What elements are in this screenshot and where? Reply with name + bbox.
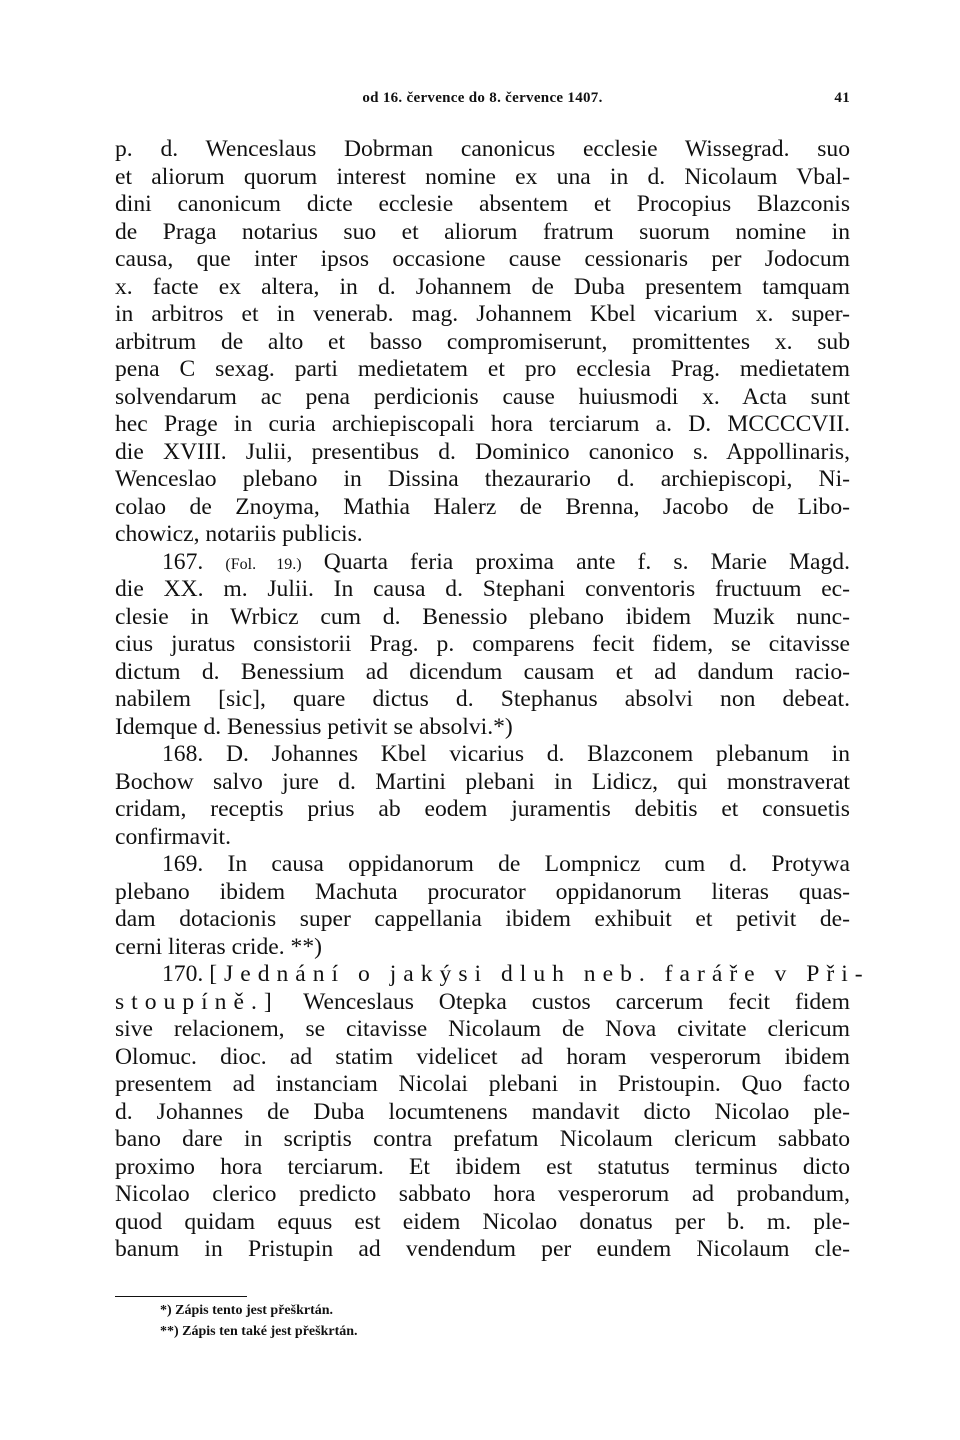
entry-167-heading	[115, 549, 850, 577]
text-line: de Praga notarius suo et aliorum fratrum suorum nomine in	[115, 218, 850, 245]
text-line: hec Prage in curia archiepiscopali hora terciarum a. D. MCCCCVII.	[115, 411, 850, 437]
text-line: solvendarum ac pena perdicionis cause huiusmodi x. Acta sunt	[115, 383, 850, 410]
text-line: dam dotacionis super cappellania ibidem exhibuit et petivit de-	[115, 906, 850, 932]
text-line: in arbitros et in venerab. mag. Johannem Kbel vicarium x. super-	[115, 301, 850, 327]
text-line: d. Johannes de Duba locumtenens mandavit dicto Nicolao ple-	[115, 1098, 850, 1125]
text-line: cius juratus consistorii Prag. p. comparens fecit fidem, se citavisse	[115, 631, 850, 657]
text-line: die XVIII. Julii, presentibus d. Dominico canonico s. Appollinaris,	[115, 438, 850, 465]
text-line: Wenceslao plebano in Dissina thezaurario d. archiepiscopi, Ni-	[115, 466, 850, 492]
text-line: p. d. Wenceslaus Dobrman canonicus ecclesie Wissegrad. suo	[115, 136, 850, 162]
text-line: banum in Pristupin ad vendendum per eundem Nicolaum cle-	[115, 1236, 850, 1262]
text-line: nabilem [sic], quare dictus d. Stephanus absolvi non debeat.	[115, 686, 850, 712]
text-line: dictum d. Benessium ad dicendum causam et ad dandum racio-	[115, 658, 850, 685]
text-line: causa, que inter ipsos occasione cause cessionaris per Jodocum	[115, 246, 850, 272]
text-line: x. facte ex altera, in d. Johannem de Duba presentem tamquam	[115, 273, 850, 300]
text-line: confirmavit.	[115, 823, 231, 850]
text-line: die XX. m. Julii. In causa d. Stephani conventoris fructuum ec-	[115, 576, 850, 602]
text-line: Idemque d. Benessius petivit se absolvi.*)	[115, 713, 513, 740]
editorial-summary-end: stoupíně.]	[115, 988, 279, 1015]
text-line: pena C sexag. parti medietatem et pro ecclesia Prag. medietatem	[115, 356, 850, 382]
text-line: et aliorum quorum interest nomine ex una in d. Nicolaum Vbal-	[115, 163, 850, 190]
footnote: *) Zápis tento jest přeškrtán.	[160, 1303, 334, 1318]
body-text	[115, 136, 870, 1264]
text-line: Bochow salvo jure d. Martini plebani in Lidicz, qui monstraverat	[115, 768, 850, 795]
text-line: cerni literas cride. **)	[115, 933, 322, 960]
text-segment: Wenceslaus Otepka custos carcerum fecit fidem	[278, 988, 850, 1015]
entry-number: 167.	[162, 548, 226, 575]
text-line	[115, 989, 850, 1017]
entry-number: 170.	[162, 961, 210, 987]
text-line: proximo hora terciarum. Et ibidem est statutus terminus dicto	[115, 1153, 850, 1180]
text-line: bano dare in scriptis contra prefatum Nicolaum clericum sabbato	[115, 1126, 850, 1152]
text-line: cridam, receptis prius ab eodem juramentis debitis et consuetis	[115, 796, 850, 822]
text-line: Nicolao clerico predicto sabbato hora vesperorum ad probandum,	[115, 1181, 850, 1207]
text-line: clesie in Wrbicz cum d. Benessio plebano ibidem Muzik nunc-	[115, 603, 850, 630]
entry-169-heading: 169. In causa oppidanorum de Lompnicz cum d. Protywa	[162, 851, 850, 877]
entry-170-heading	[115, 961, 870, 989]
text-line: colao de Znoyma, Mathia Halerz de Brenna, Jacobo de Libo-	[115, 493, 850, 520]
text-line: arbitrum de alto et basso compromiserunt, promittentes x. sub	[115, 328, 850, 355]
text-line: Olomuc. dioc. ad statim videlicet ad horam vesperorum ibidem	[115, 1043, 850, 1070]
text-line: dini canonicum dicte ecclesie absentem et Procopius Blazconis	[115, 191, 850, 217]
footnote: **) Zápis ten také jest přeškrtán.	[160, 1324, 358, 1339]
text-segment: Quarta feria proxima ante f. s. Marie Magd.	[301, 548, 850, 575]
text-line: plebano ibidem Machuta procurator oppidanorum literas quas-	[115, 878, 850, 905]
text-line: sive relacionem, se citavisse Nicolaum de Nova civitate clericum	[115, 1016, 850, 1042]
editorial-summary: [Jednání o jakýsi dluh neb. faráře v Při-	[209, 961, 870, 987]
folio-reference: (Fol. 19.)	[225, 555, 302, 573]
running-title: od 16. července do 8. července 1407.	[362, 90, 603, 106]
text-line: chowicz, notariis publicis.	[115, 521, 363, 547]
text-line: quod quidam equus est eidem Nicolao donatus per b. m. ple-	[115, 1208, 850, 1235]
page-header	[115, 90, 850, 114]
text-line: presentem ad instanciam Nicolai plebani in Pristoupin. Quo facto	[115, 1071, 850, 1097]
entry-168-heading: 168. D. Johannes Kbel vicarius d. Blazconem plebanum in	[162, 741, 850, 767]
page-number: 41	[834, 90, 850, 106]
footnote-separator	[115, 1296, 247, 1297]
footnotes	[160, 1300, 358, 1342]
